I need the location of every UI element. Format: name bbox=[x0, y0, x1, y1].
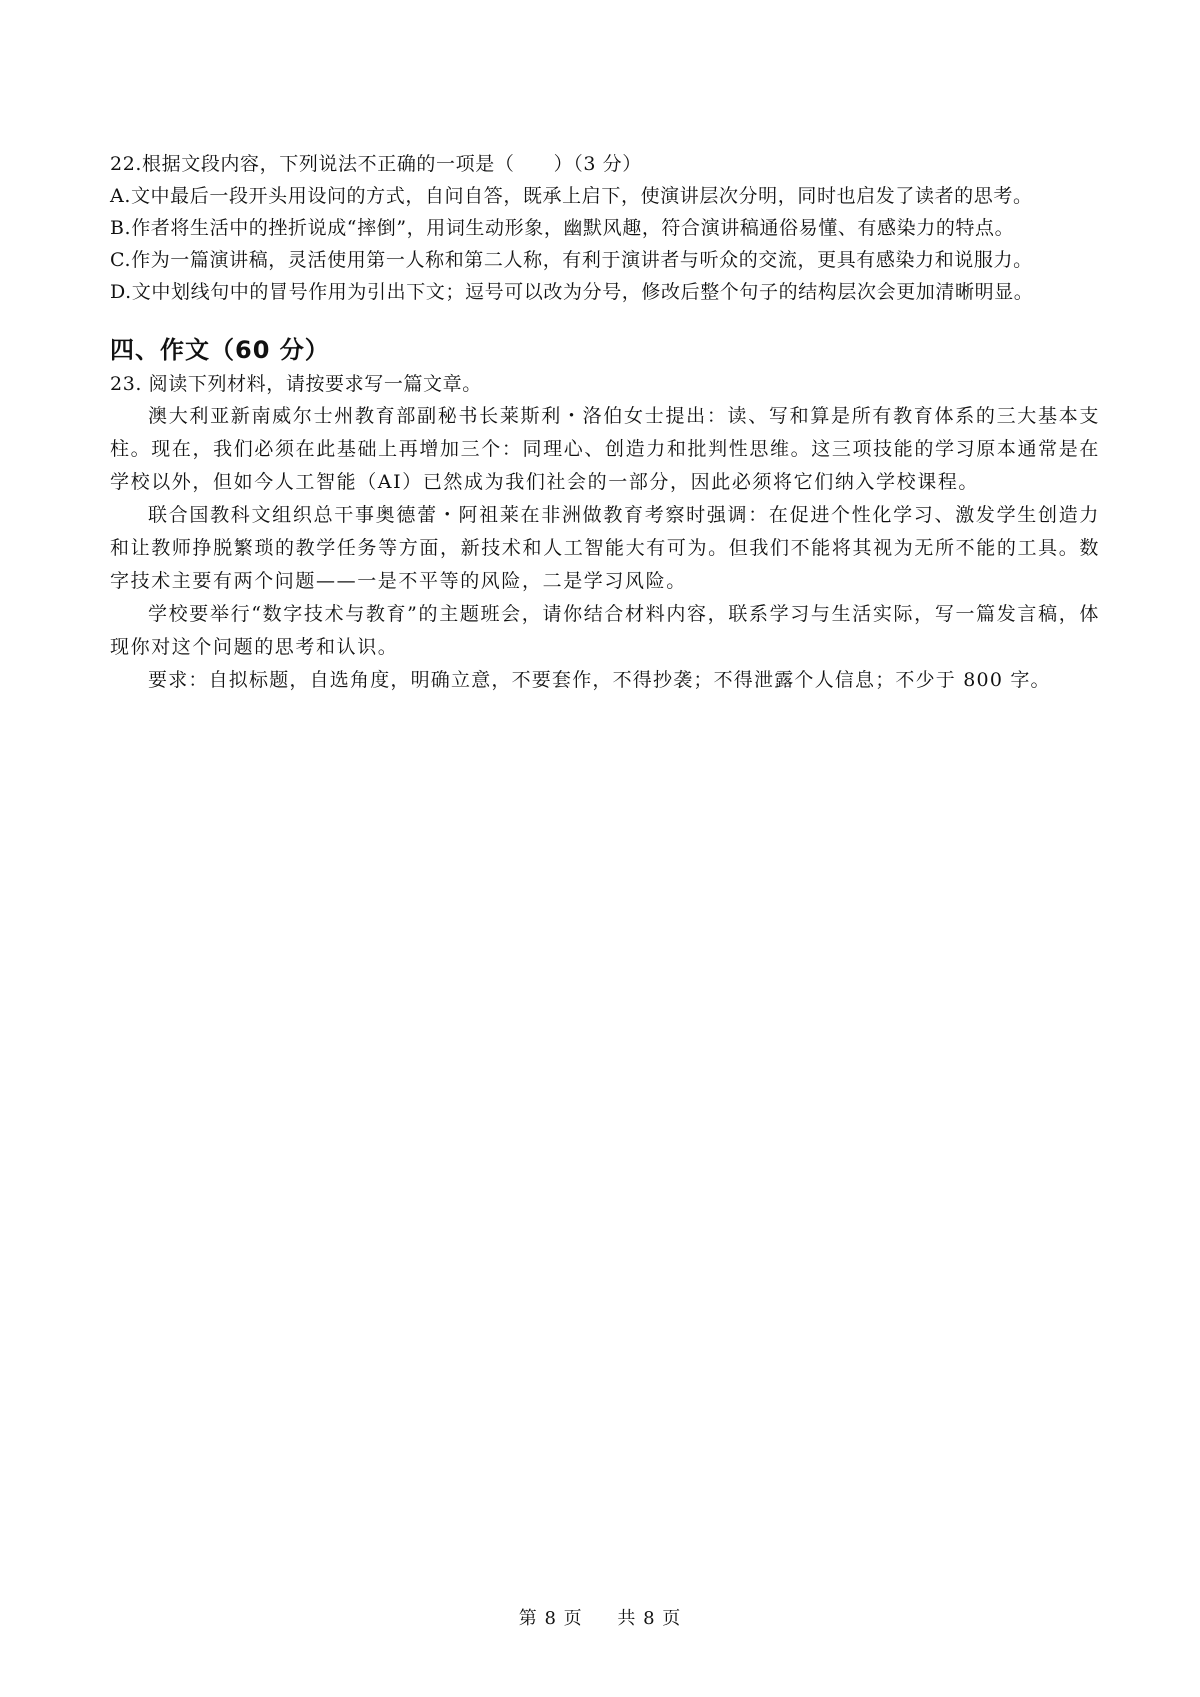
page-number-total: 共 8 页 bbox=[617, 1608, 682, 1629]
question-22-stem: 22.根据文段内容，下列说法不正确的一项是（ ）（3 分） bbox=[110, 153, 642, 175]
material-paragraph-2: 联合国教科文组织总干事奥德蕾・阿祖莱在非洲做教育考察时强调：在促进个性化学习、激发学生创造力和让教师挣脱繁琐的教学任务等方面，新技术和人工智能大有可为。但我们不能将其视为无所不能的工具。数字技术主要有两个问题——一是不平等的风险，二是学习风险。 bbox=[110, 504, 1100, 592]
question-22-option-b: B.作者将生活中的挫折说成“摔倒”，用词生动形象，幽默风趣，符合演讲稿通俗易懂、有感染力的特点。 bbox=[110, 217, 1015, 239]
question-22-option-a: A.文中最后一段开头用设问的方式，自问自答，既承上启下，使演讲层次分明，同时也启发了读者的思考。 bbox=[110, 185, 1033, 207]
page-number-current: 第 8 页 bbox=[518, 1608, 583, 1629]
question-23-stem: 23. 阅读下列材料，请按要求写一篇文章。 bbox=[110, 373, 482, 395]
question-22-option-d: D.文中划线句中的冒号作用为引出下文；逗号可以改为分号，修改后整个句子的结构层次会更加清晰明显。 bbox=[110, 281, 1034, 303]
material-paragraph-1: 澳大利亚新南威尔士州教育部副秘书长莱斯利・洛伯女士提出：读、写和算是所有教育体系的三大基本支柱。现在，我们必须在此基础上再增加三个：同理心、创造力和批判性思维。这三项技能的学习原本通常是在学校以外，但如今人工智能（AI）已然成为我们社会的一部分，因此必须将它们纳入学校课程。 bbox=[110, 405, 1100, 493]
page-footer bbox=[0, 1604, 1200, 1630]
page-content bbox=[110, 148, 1100, 697]
question-22-option-c: C.作为一篇演讲稿，灵活使用第一人称和第二人称，有利于演讲者与听众的交流，更具有感染力和说服力。 bbox=[110, 249, 1033, 271]
task-paragraph: 学校要举行“数字技术与教育”的主题班会，请你结合材料内容，联系学习与生活实际，写一篇发言稿，体现你对这个问题的思考和认识。 bbox=[110, 603, 1100, 658]
requirements-paragraph: 要求：自拟标题，自选角度，明确立意，不要套作，不得抄袭；不得泄露个人信息；不少于 800 字。 bbox=[148, 669, 1051, 691]
section-heading-composition: 四、作文（60 分） bbox=[110, 336, 330, 364]
